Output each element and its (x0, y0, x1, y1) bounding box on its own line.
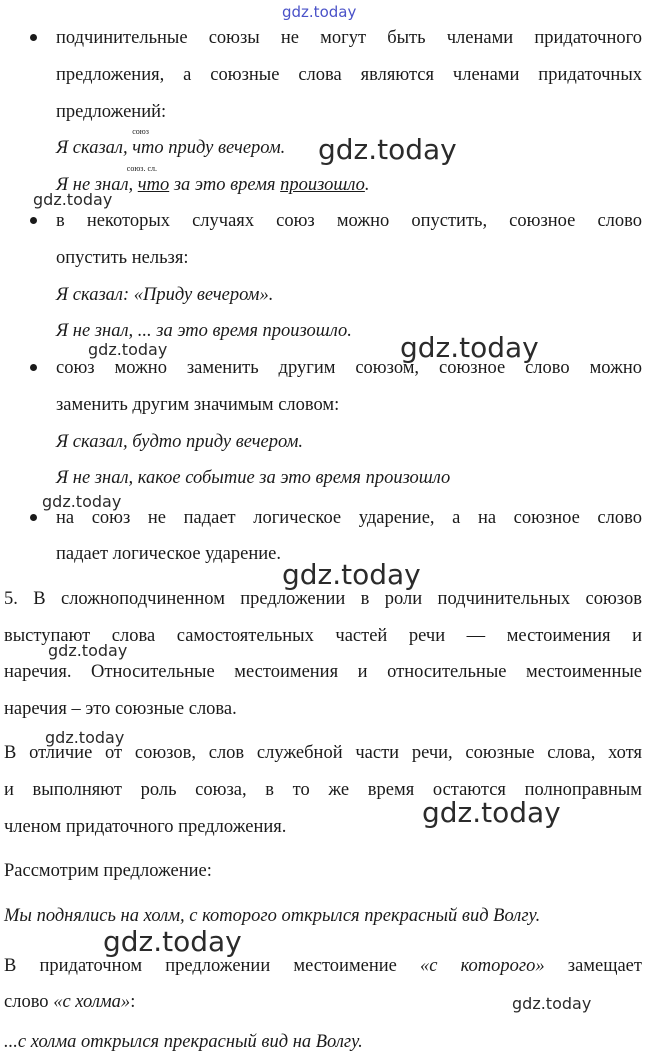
bullet-1-line-3: предложений: (56, 102, 167, 122)
bullet-marker (30, 217, 37, 224)
bullet-1-line-1: подчинительные союзы не могут быть членами придаточного (56, 28, 642, 48)
watermark: gdz.today (400, 331, 539, 364)
paragraph-line-2: и выполняют роль союза, в то же время остаются полноправным (4, 780, 642, 800)
explain-line-1: В придаточном предложении местоимение «с которого» замещает (4, 956, 642, 976)
example-line: Я не знал, ... за это время произошло. (56, 321, 352, 341)
bullet-3-line-1: союз можно заменить другим союзом, союзное слово можно (56, 358, 642, 378)
example-line: Я сказал, будто приду вечером. (56, 432, 303, 452)
watermark: gdz.today (103, 925, 242, 958)
consider-line: Рассмотрим предложение: (4, 861, 212, 881)
example-word-conjunction: союз что (132, 127, 164, 158)
example-line: Я не знал, какое событие за это время произошло (56, 468, 451, 488)
bullet-marker (30, 34, 37, 41)
watermark-top: gdz.today (282, 3, 357, 21)
example-sentence: Мы поднялись на холм, с которого открылся прекрасный вид Волгу. (4, 906, 541, 926)
watermark: gdz.today (422, 796, 561, 829)
section-5-line-2: выступают слова самостоятельных частей речи — местоимения и (4, 626, 642, 646)
bullet-4-line-2: падает логическое ударение. (56, 544, 281, 564)
section-5-line-4: наречия – это союзные слова. (4, 699, 237, 719)
paragraph-line-3: членом придаточного предложения. (4, 817, 287, 837)
bullet-2-line-1: в некоторых случаях союз можно опустить, союзное слово (56, 211, 642, 231)
bullet-marker (30, 364, 37, 371)
bullet-3-line-2: заменить другим значимым словом: (56, 395, 340, 415)
example-line: Я не знал, союз. сл. что за это время произошло. (56, 164, 370, 195)
bullet-4-line-1: на союз не падает логическое ударение, а на союзное слово (56, 508, 642, 528)
watermark: gdz.today (318, 133, 457, 166)
paragraph-line-1: В отличие от союзов, слов служебной части речи, союзные слова, хотя (4, 743, 642, 763)
watermark: gdz.today (33, 190, 113, 209)
watermark: gdz.today (282, 558, 421, 591)
watermark: gdz.today (45, 728, 125, 747)
example-line: Я сказал: «Приду вечером». (56, 285, 274, 305)
section-5-line-1: 5. В сложноподчиненном предложении в роли подчинительных союзов (4, 589, 642, 609)
bullet-1-line-2: предложения, а союзные слова являются членами придаточных (56, 65, 642, 85)
grammar-tag: союз. сл. (126, 164, 157, 173)
watermark: gdz.today (88, 340, 168, 359)
section-5-line-3: наречия. Относительные местоимения и относительные местоименные (4, 662, 642, 682)
grammar-tag: союз (132, 127, 149, 136)
final-example: ...с холма открылся прекрасный вид на Волгу. (4, 1032, 363, 1052)
bullet-marker (30, 514, 37, 521)
watermark: gdz.today (48, 641, 128, 660)
example-line: Я сказал, союз что приду вечером. (56, 127, 286, 158)
bullet-2-line-2: опустить нельзя: (56, 248, 189, 268)
explain-line-2: слово «с холма»: (4, 992, 136, 1012)
watermark: gdz.today (512, 994, 592, 1013)
watermark: gdz.today (42, 492, 122, 511)
example-word-conjunctive: союз. сл. что (126, 164, 170, 195)
